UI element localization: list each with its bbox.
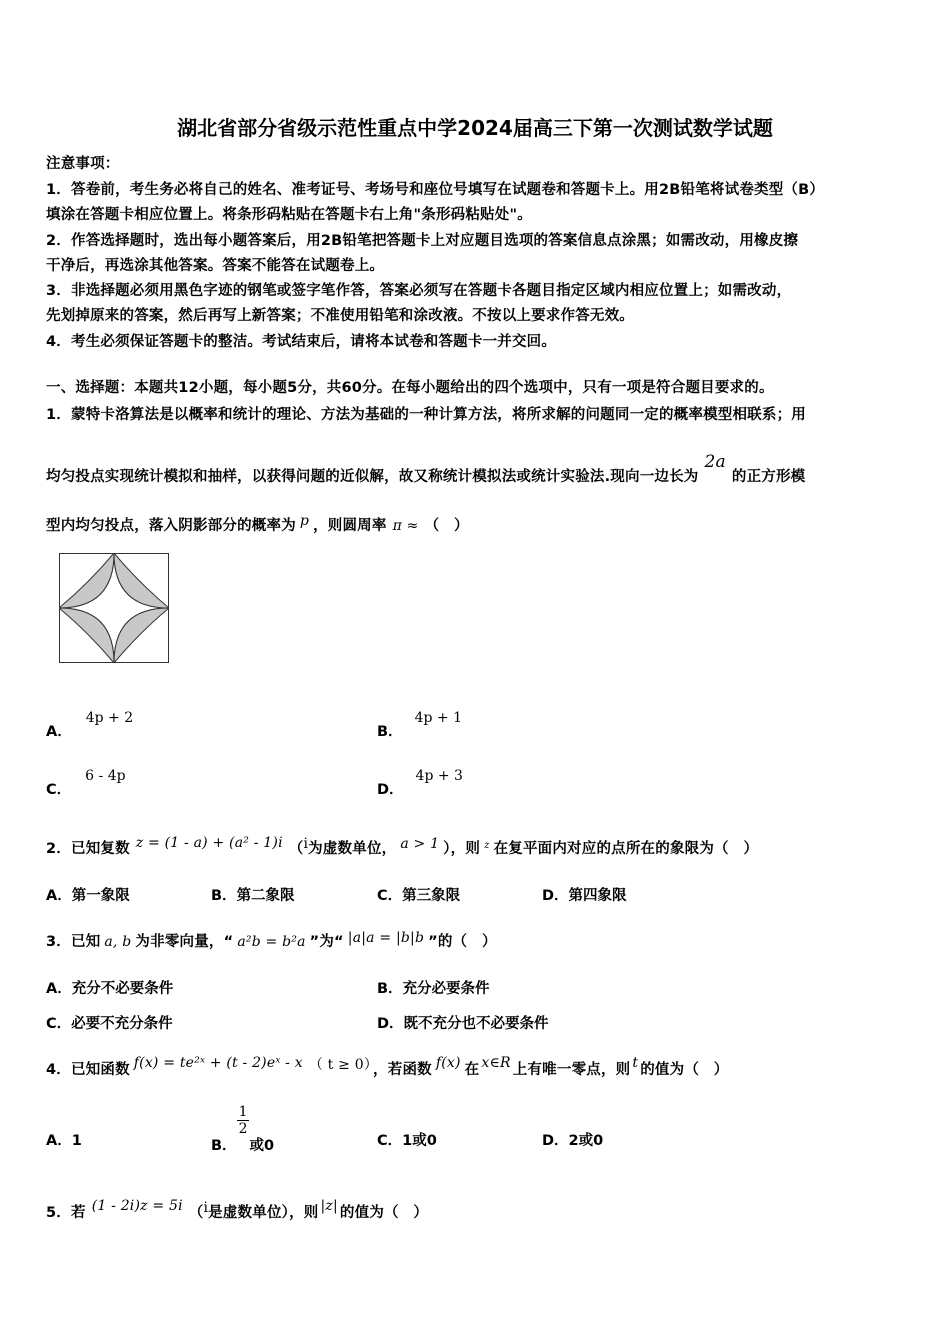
q3-option-a: A．充分不必要条件 (46, 981, 174, 997)
notice-line: 先划掉原来的答案，然后再写上新答案；不准使用铅笔和涂改液。不按以上要求作答无效。 (46, 308, 634, 324)
q1-option-d: D．4p + 3 (377, 768, 463, 798)
notice-heading: 注意事项： (46, 156, 120, 172)
notice-line: 3．非选择题必须用黑色字迹的钢笔或签字笔作答，答案必须写在答题卡各题目指定区域内相应位置上；如需改动， (46, 283, 792, 299)
notice-line: 1．答卷前，考生务必将自己的姓名、准考证号、考场号和座位号填写在试题卷和答题卡上。用2B铅笔将试卷类型（B） (46, 182, 825, 198)
q2-option-c: C．第三象限 (377, 888, 461, 904)
q4-option-a: A．1 (46, 1133, 82, 1149)
question-3-line: 3．已知 a, b 为非零向量，“ a²b = b²a ”为“ |a|a = |b|b ”的（ ） (46, 930, 497, 950)
q3-option-b: B．充分必要条件 (377, 981, 490, 997)
notice-line: 4．考生必须保证答题卡的整洁。考试结束后，请将本试卷和答题卡一并交回。 (46, 334, 557, 350)
notice-line: 2．作答选择题时，选出每小题答案后，用2B铅笔把答题卡上对应题目选项的答案信息点涂黑；如需改动，用橡皮擦 (46, 233, 799, 249)
q1-option-b: B．4p + 1 (377, 710, 462, 740)
question-1-line: 均匀投点实现统计模拟和抽样，以获得问题的近似解，故又称统计模拟法或统计实验法.现向一边长为2a的正方形模 (46, 452, 806, 485)
q1-option-c: C．6 - 4p (46, 768, 126, 798)
question-2-line: 2．已知复数 z = (1 - a) + (a² - 1)i （i为虚数单位， a > 1 ），则 $^z$ 在复平面内对应的点所在的象限为（ ） (46, 835, 759, 857)
shaded-square-figure (59, 553, 169, 663)
question-5-line: 5．若 (1 - 2i)z = 5i （i是虚数单位），则 |z| 的值为（ ） (46, 1198, 429, 1221)
notice-line: 干净后，再选涂其他答案。答案不能答在试题卷上。 (46, 258, 385, 274)
question-1-line: 型内均匀投点，落入阴影部分的概率为 p ，则圆周率 π ≈ （ ） (46, 513, 469, 534)
q2-option-d: D．第四象限 (542, 888, 627, 904)
q2-option-a: A．第一象限 (46, 888, 130, 904)
q4-option-c: C．1或0 (377, 1133, 437, 1149)
q3-option-c: C．必要不充分条件 (46, 1016, 173, 1032)
q3-option-d: D．既不充分也不必要条件 (377, 1016, 549, 1032)
page-title: 湖北省部分省级示范性重点中学2024届高三下第一次测试数学试题 (177, 116, 773, 140)
q2-option-b: B．第二象限 (211, 888, 295, 904)
question-1-line: 1．蒙特卡洛算法是以概率和统计的理论、方法为基础的一种计算方法，将所求解的问题同一定的概率模型相联系；用 (46, 407, 806, 423)
section-heading: 一、选择题：本题共12小题，每小题5分，共60分。在每小题给出的四个选项中，只有一项是符合题目要求的。 (46, 380, 774, 396)
q4-option-b: B． $\frac{1}{2}$ 或0 (211, 1104, 275, 1154)
question-4-line: 4．已知函数 f(x) = te²ˣ + (t - 2)eˣ - x （ t ≥ 0） ，若函数 f(x) 在 x∈R 上有唯一零点，则 t 的值为（ ） (46, 1055, 729, 1078)
notice-line: 填涂在答题卡相应位置上。将条形码粘贴在答题卡右上角"条形码粘贴处"。 (46, 207, 532, 223)
q1-option-a: A．4p + 2 (46, 710, 134, 740)
q4-option-d: D．2或0 (542, 1133, 604, 1149)
